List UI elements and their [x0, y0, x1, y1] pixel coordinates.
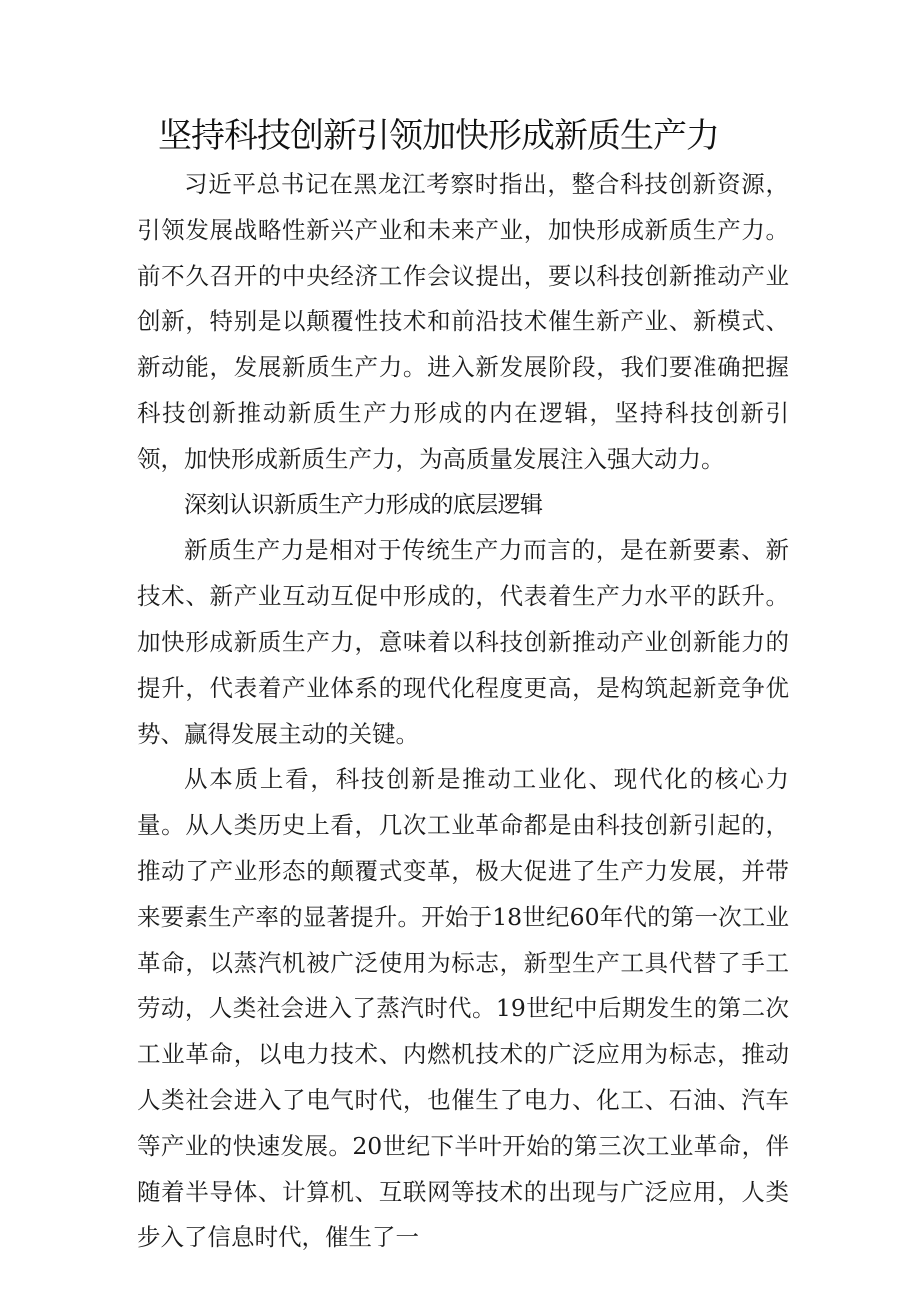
body-paragraph: 新质生产力是相对于传统生产力而言的，是在新要素、新技术、新产业互动互促中形成的，代表着生产力水平的跃升。加快形成新质生产力，意味着以科技创新推动产业创新能力的提升，代表着产业体系的现代化程度更高，是构筑起新竞争优势、赢得发展主动的关键。	[137, 536, 789, 748]
document-body	[137, 162, 789, 1261]
section-heading: 深刻认识新质生产力形成的底层逻辑	[184, 491, 543, 518]
intro-paragraph: 习近平总书记在黑龙江考察时指出，整合科技创新资源，引领发展战略性新兴产业和未来产业，加快形成新质生产力。前不久召开的中央经济工作会议提出，要以科技创新推动产业创新，特别是以颠覆性技术和前沿技术催生新产业、新模式、新动能，发展新质生产力。进入新发展阶段，我们要准确把握科技创新推动新质生产力形成的内在逻辑，坚持科技创新引领，加快形成新质生产力，为高质量发展注入强大动力。	[137, 170, 789, 473]
body-paragraph: 从本质上看，科技创新是推动工业化、现代化的核心力量。从人类历史上看，几次工业革命都是由科技创新引起的，推动了产业形态的颠覆式变革，极大促进了生产力发展，并带来要素生产率的显著提升。开始于18世纪60年代的第一次工业革命，以蒸汽机被广泛使用为标志，新型生产工具代替了手工劳动，人类社会进入了蒸汽时代。19世纪中后期发生的第二次工业革命，以电力技术、内燃机技术的广泛应用为标志，推动人类社会进入了电气时代，也催生了电力、化工、石油、汽车等产业的快速发展。20世纪下半叶开始的第三次工业革命，伴随着半导体、计算机、互联网等技术的出现与广泛应用，人类步入了信息时代，催生了一	[137, 765, 789, 1252]
document-title: 坚持科技创新引领加快形成新质生产力	[158, 116, 719, 156]
